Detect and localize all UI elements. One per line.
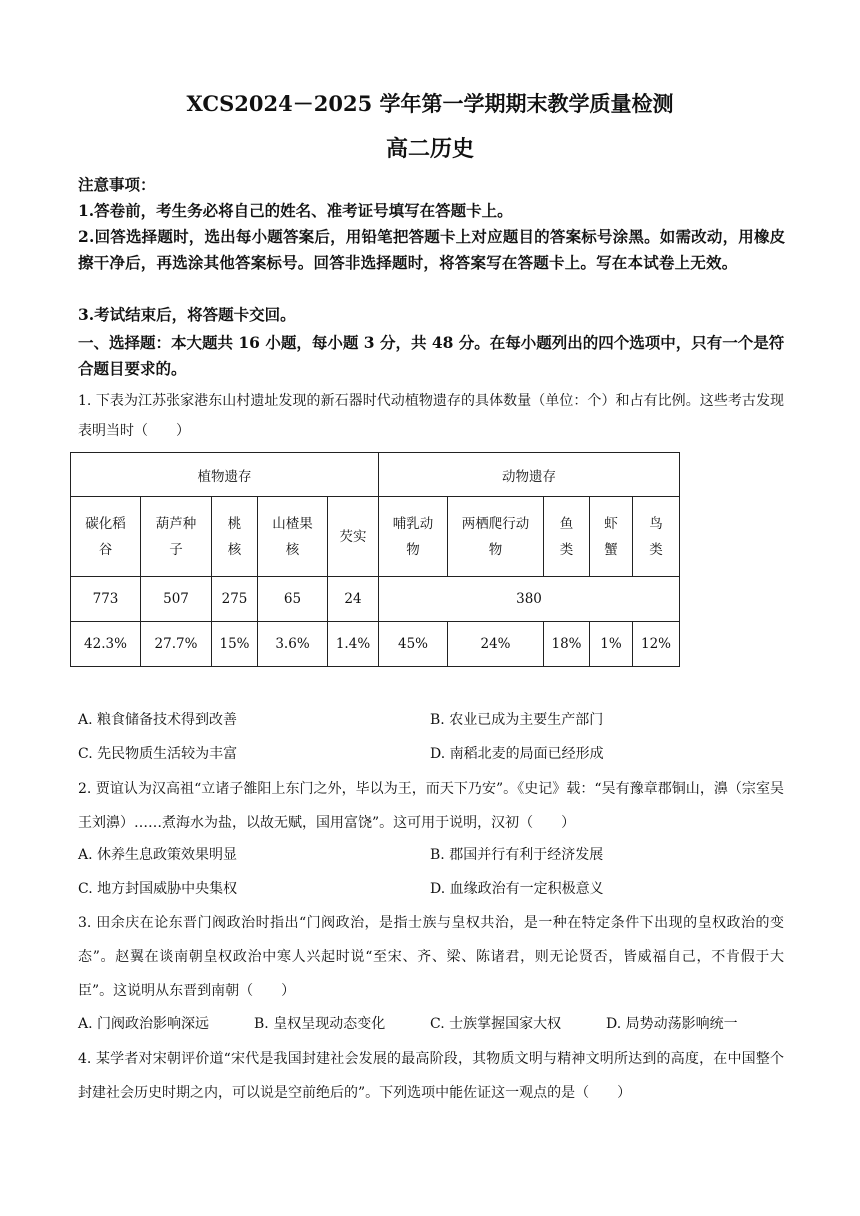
q3-option-a[interactable]: A. 门阀政治影响深远 <box>78 1016 210 1032</box>
q3-option-b[interactable]: B. 皇权呈现动态变化 <box>254 1016 386 1032</box>
question-1-stem: 1. 下表为江苏张家港东山村遗址发现的新石器时代动植物遗存的具体数量（单位：个）和占有比例。这些考古发现表明当时（ ） <box>78 393 784 439</box>
q3-option-d[interactable]: D. 局势动荡影响统一 <box>606 1016 738 1032</box>
question-4-stem: 4. 某学者对宋朝评价道“宋代是我国封建社会发展的最高阶段，其物质文明与精神文明所达到的高度，在中国整个封建社会历史时期之内，可以说是空前绝后的”。下列选项中能佐证这一观点的是（ ） <box>78 1051 784 1101</box>
q2-option-a[interactable]: A. 休养生息政策效果明显 <box>78 847 238 863</box>
notice-heading: 注意事项： <box>78 175 156 194</box>
cell-count: 275 <box>212 577 258 622</box>
cell-ratio: 27.7% <box>141 622 212 667</box>
cell-count: 773 <box>71 577 141 622</box>
notice-item-1: 1.答卷前，考生务必将自己的姓名、准考证号填写在答题卡上。 <box>78 201 513 220</box>
cell-ratio: 18% <box>544 622 590 667</box>
cell-count: 24 <box>328 577 379 622</box>
exam-title: XCS2024－2025 学年第一学期期末教学质量检测 <box>186 91 674 116</box>
cell-ratio: 1.4% <box>328 622 379 667</box>
question-3-stem: 3. 田余庆在论东晋门阀政治时指出“门阀政治，是指士族与皇权共治，是一种在特定条件下出现的皇权政治的变态”。赵翼在谈南朝皇权政治中寒人兴起时说“至宋、齐、梁、陈诸君，则无论贤否，皆威福自己，不肯假于大臣”。这说明从东晋到南朝（ ） <box>78 915 784 999</box>
q2-option-c[interactable]: C. 地方封国威胁中央集权 <box>78 881 238 897</box>
col-fish: 鱼类 <box>559 515 574 558</box>
table-row <box>71 497 680 577</box>
col-amphibians-reptiles: 两栖爬行动物 <box>461 515 530 558</box>
col-euryale: 芡实 <box>339 528 367 545</box>
cell-ratio: 42.3% <box>71 622 141 667</box>
q3-option-c[interactable]: C. 士族掌握国家大权 <box>430 1016 562 1032</box>
notice-item-2: 2.回答选择题时，选出每小题答案后，用铅笔把答题卡上对应题目的答案标号涂黑。如需改动，用橡皮擦干净后，再选涂其他答案标号。回答非选择题时，将答案写在答题卡上。写在本试卷上无效。 <box>78 227 786 272</box>
q1-option-d[interactable]: D. 南稻北麦的局面已经形成 <box>430 746 604 762</box>
remains-table <box>70 452 680 667</box>
subject-title: 高二历史 <box>385 136 474 162</box>
q1-option-b[interactable]: B. 农业已成为主要生产部门 <box>430 712 604 728</box>
cell-count: 507 <box>141 577 212 622</box>
col-mammals: 哺乳动物 <box>392 515 434 558</box>
col-peach-pit: 桃核 <box>227 515 242 558</box>
col-carbonized-rice: 碳化稻谷 <box>85 515 126 558</box>
col-shrimp-crab: 虾蟹 <box>604 515 618 558</box>
col-gourd-seed: 葫芦种子 <box>155 515 197 558</box>
question-2-stem: 2. 贾谊认为汉高祖“立诸子雒阳上东门之外，毕以为王，而天下乃安”。《史记》载：“吴有豫章郡铜山，濞（宗室吴王刘濞）……煮海水为盐，以故无赋，国用富饶”。这可用于说明，汉初（ ） <box>78 781 784 831</box>
notice-item-3: 3.考试结束后，将答题卡交回。 <box>78 305 296 324</box>
cell-count: 65 <box>258 577 328 622</box>
header-animal-remains: 动物遗存 <box>379 453 680 497</box>
cell-ratio: 15% <box>212 622 258 667</box>
cell-ratio: 12% <box>633 622 680 667</box>
q1-option-c[interactable]: C. 先民物质生活较为丰富 <box>78 746 238 762</box>
q1-option-a[interactable]: A. 粮食储备技术得到改善 <box>78 712 238 728</box>
header-plant-remains: 植物遗存 <box>71 453 379 497</box>
table-row <box>71 577 680 622</box>
cell-animal-count-total: 380 <box>379 577 680 622</box>
section-heading: 一、选择题：本大题共 16 小题，每小题 3 分，共 48 分。在每小题列出的四个选项中，只有一个是符合题目要求的。 <box>78 333 785 378</box>
table-row <box>71 453 680 497</box>
cell-ratio: 24% <box>448 622 544 667</box>
col-hawthorn-pit: 山楂果核 <box>272 515 313 558</box>
q2-option-d[interactable]: D. 血缘政治有一定积极意义 <box>430 881 604 897</box>
q2-option-b[interactable]: B. 郡国并行有利于经济发展 <box>430 847 604 863</box>
cell-ratio: 3.6% <box>258 622 328 667</box>
table-row <box>71 622 680 667</box>
cell-ratio: 45% <box>379 622 448 667</box>
col-birds: 鸟类 <box>649 515 663 558</box>
cell-ratio: 1% <box>590 622 633 667</box>
